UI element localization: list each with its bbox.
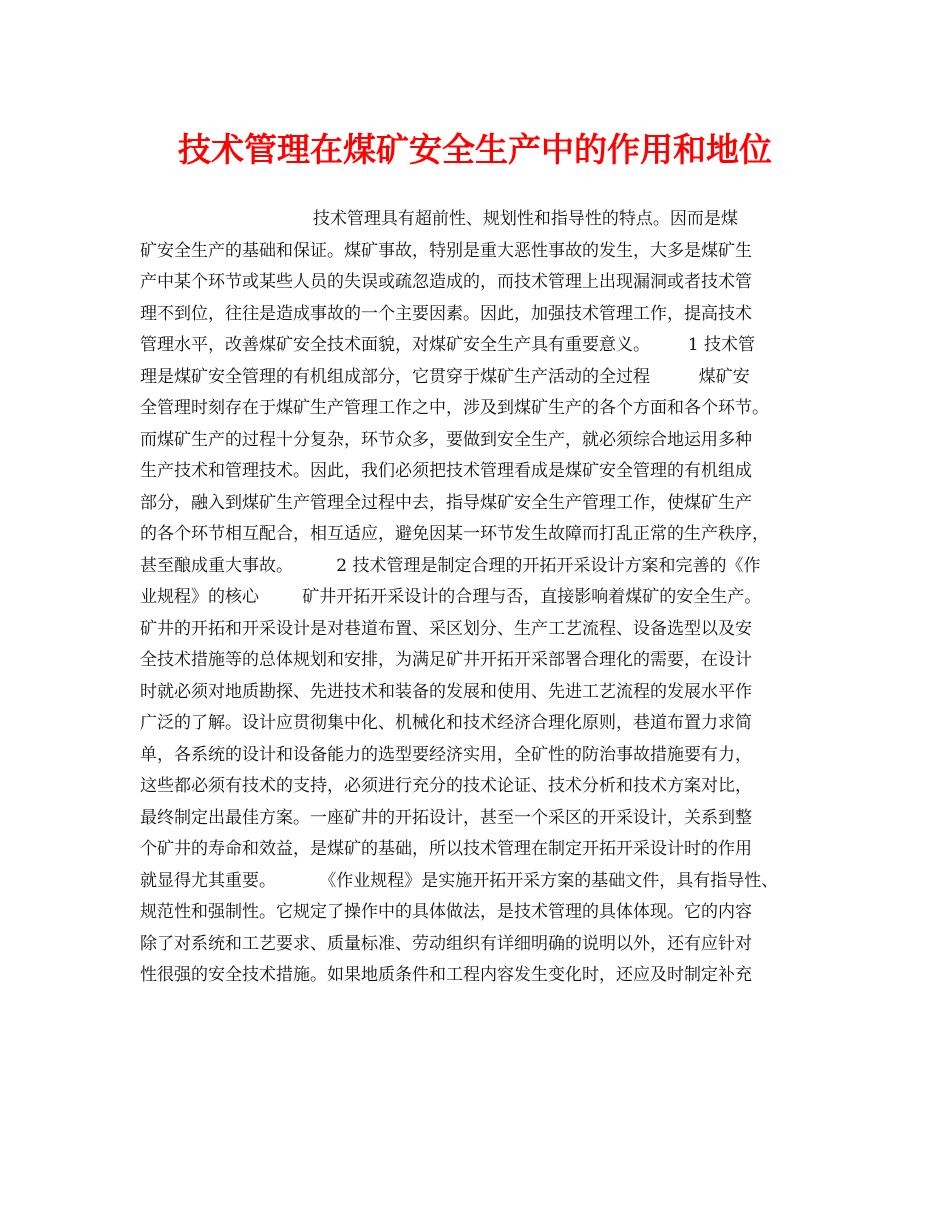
body-line: 部分，融入到煤矿生产管理全过程中去，指导煤矿安全生产管理工作，使煤矿生产 <box>140 492 752 513</box>
body-line: 全管理时刻存在于煤矿生产管理工作之中，涉及到煤矿生产的各个方面和各个环节。 <box>140 398 769 418</box>
body-line: 个矿井的寿命和效益，是煤矿的基础，所以技术管理在制定开拓开采设计时的作用 <box>140 839 752 859</box>
body-line: 技术管理具有超前性、规划性和指导性的特点。因而是煤 <box>140 209 738 229</box>
body-line: 除了对系统和工艺要求、质量标准、劳动组织有详细明确的说明以外，还有应针对 <box>140 933 752 954</box>
body-line: 产中某个环节或某些人员的失误或疏忽造成的，而技术管理上出现漏洞或者技术管 <box>140 272 752 292</box>
body-line: 矿安全生产的基础和保证。煤矿事故，特别是重大恶性事故的发生，大多是煤矿生 <box>140 240 752 261</box>
body-line: 广泛的了解。设计应贯彻集中化、机械化和技术经济合理化原则，巷道布置力求简 <box>140 713 752 733</box>
body-line: 最终制定出最佳方案。一座矿井的开拓设计，甚至一个采区的开采设计，关系到整 <box>140 807 752 828</box>
body-line: 这些都必须有技术的支持，必须进行充分的技术论证、技术分析和技术方案对比， <box>140 776 752 796</box>
body-line: 的各个环节相互配合，相互适应，避免因某一环节发生故障而打乱正常的生产秩序， <box>140 524 769 544</box>
body-line: 甚至酿成重大事故。 2 技术管理是制定合理的开拓开采设计方案和完善的《作 <box>140 555 761 576</box>
body-line: 而煤矿生产的过程十分复杂，环节众多，要做到安全生产，就必须综合地运用多种 <box>140 429 752 450</box>
body-line: 业规程》的核心 矿井开拓开采设计的合理与否，直接影响着煤矿的安全生产。 <box>140 587 762 607</box>
body-line: 单，各系统的设计和设备能力的选型要经济实用，全矿性的防治事故措施要有力， <box>140 744 752 765</box>
body-line: 规范性和强制性。它规定了操作中的具体做法，是技术管理的具体体现。它的内容 <box>140 902 752 922</box>
body-line: 管理水平，改善煤矿安全技术面貌，对煤矿安全生产具有重要意义。 1 技术管 <box>140 335 756 355</box>
body-line: 理是煤矿安全管理的有机组成部分，它贯穿于煤矿生产活动的全过程 煤矿安 <box>140 366 750 387</box>
body-line: 时就必须对地质勘探、先进技术和装备的发展和使用、先进工艺流程的发展水平作 <box>140 681 752 702</box>
body-line: 理不到位，往往是造成事故的一个主要因素。因此，加强技术管理工作，提高技术 <box>140 303 752 324</box>
body-line: 性很强的安全技术措施。如果地质条件和工程内容发生变化时，还应及时制定补充 <box>140 965 752 985</box>
body-line: 生产技术和管理技术。因此，我们必须把技术管理看成是煤矿安全管理的有机组成 <box>140 461 752 481</box>
body-line: 矿井的开拓和开采设计是对巷道布置、采区划分、生产工艺流程、设备选型以及安 <box>140 618 752 639</box>
body-line: 就显得尤其重要。 《作业规程》是实施开拓开采方案的基础文件，具有指导性、 <box>140 870 779 891</box>
body-line: 全技术措施等的总体规划和安排，为满足矿井开拓开采部署合理化的需要，在设计 <box>140 650 752 670</box>
document-title: 技术管理在煤矿安全生产中的作用和地位 <box>178 130 772 169</box>
document-body <box>140 204 820 992</box>
